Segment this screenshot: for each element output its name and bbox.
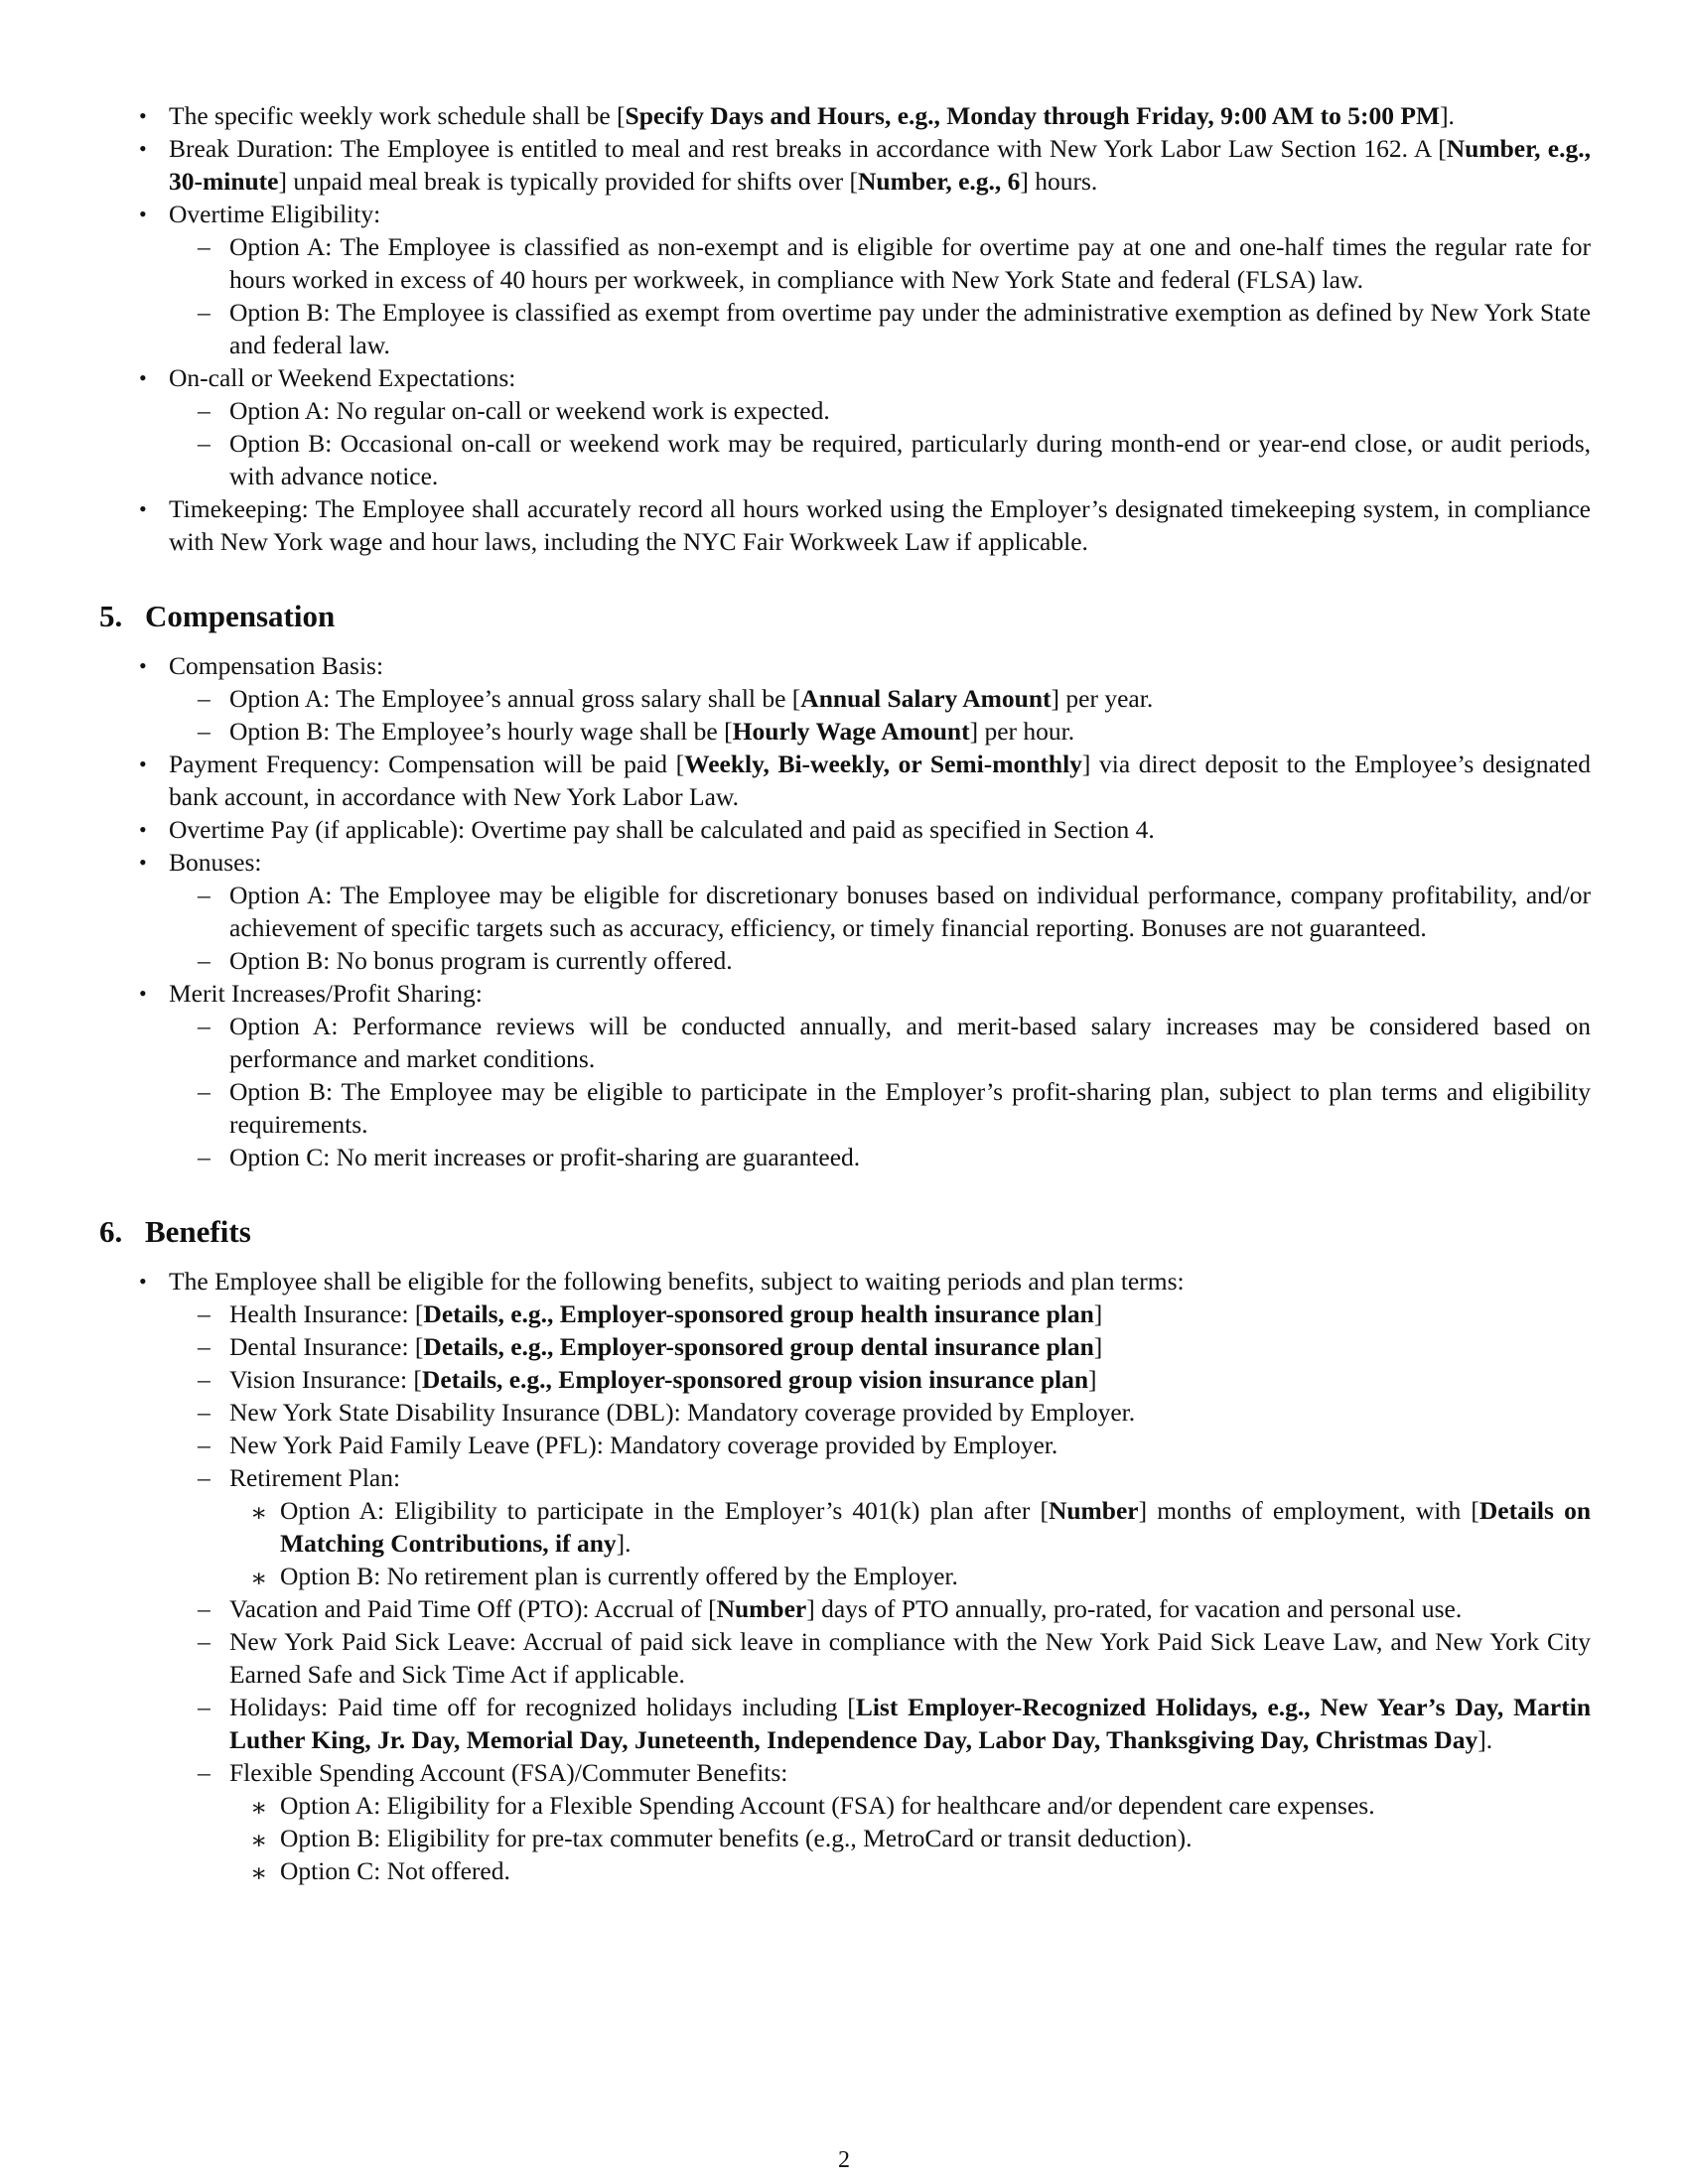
bullet-marker: •: [139, 1269, 147, 1294]
dash-marker: –: [198, 429, 211, 458]
bullet-marker: •: [139, 103, 147, 128]
list-item: – New York Paid Family Leave (PFL): Mandatory coverage provided by Employer.: [198, 1431, 1058, 1459]
dash-marker: –: [198, 946, 211, 975]
dash-marker: –: [198, 881, 211, 909]
list-item: – Option A: No regular on-call or weekend work is expected.: [198, 396, 830, 425]
list-item: • The specific weekly work schedule shall be [Specify Days and Hours, e.g., Monday through Friday, 9:00 AM to 5:00 PM].: [139, 101, 1455, 130]
list-item: – Option A: The Employee is classified as non-exempt and is eligible for overtime pay at one and one-half times the regular rate for hours worked in excess of 40 hours per workweek, in compliance with New York State and federal (FLSA) law.: [198, 232, 1591, 294]
dash-marker: –: [198, 232, 211, 261]
dash-marker: –: [198, 1077, 211, 1106]
dash-marker: –: [198, 1332, 211, 1361]
section4-list: [99, 99, 1591, 558]
dash-marker: –: [198, 1594, 211, 1623]
section6-list: [99, 1265, 1591, 1887]
bullet-marker: •: [139, 653, 147, 678]
list-item: • Overtime Pay (if applicable): Overtime pay shall be calculated and paid as specified in Section 4.: [139, 815, 1155, 844]
list-item: – Option B: The Employee may be eligible to participate in the Employer’s profit-sharing plan, subject to plan terms and eligibility requirements.: [198, 1077, 1591, 1139]
list-item: ∗ Option B: No retirement plan is currently offered by the Employer.: [250, 1562, 958, 1592]
list-item: – Option C: No merit increases or profit-sharing are guaranteed.: [198, 1143, 861, 1171]
dash-marker: –: [198, 298, 211, 327]
list-item: – Vacation and Paid Time Off (PTO): Accrual of [Number] days of PTO annually, pro-rated, for vacation and personal use.: [198, 1594, 1463, 1623]
dash-marker: –: [198, 1012, 211, 1040]
list-item: – Dental Insurance: [Details, e.g., Employer-sponsored group dental insurance plan]: [198, 1332, 1103, 1361]
section5-list: [99, 649, 1591, 1173]
list-item: – Flexible Spending Account (FSA)/Commuter Benefits:: [198, 1758, 788, 1787]
list-item: – New York Paid Sick Leave: Accrual of paid sick leave in compliance with the New York Paid Sick Leave Law, and New York City Earned Safe and Sick Time Act if applicable.: [198, 1627, 1591, 1689]
list-item: ∗ Option C: Not offered.: [250, 1856, 510, 1887]
page-number: 2: [838, 2147, 850, 2173]
list-item: – Option B: Occasional on-call or weekend work may be required, particularly during month-end or year-end close, or audit periods, with advance notice.: [198, 429, 1591, 490]
list-item: – Health Insurance: [Details, e.g., Employer-sponsored group health insurance plan]: [198, 1299, 1103, 1328]
asterisk-marker: ∗: [250, 1793, 268, 1822]
list-item: – Holidays: Paid time off for recognized holidays including [List Employer-Recognized Holidays, e.g., New Year’s Day, Martin Luther King, Jr. Day, Memorial Day, Juneteenth, Independence Day, Labor Day, Thanksgiving Day, Christmas Day].: [198, 1693, 1592, 1754]
list-item: – Vision Insurance: [Details, e.g., Employer-sponsored group vision insurance plan]: [198, 1365, 1097, 1394]
dash-marker: –: [198, 1431, 211, 1459]
list-item: • On-call or Weekend Expectations:: [139, 363, 516, 392]
list-item: – Option B: The Employee is classified as exempt from overtime pay under the administrative exemption as defined by New York State and federal law.: [198, 298, 1591, 359]
list-item: • The Employee shall be eligible for the following benefits, subject to waiting periods and plan terms:: [139, 1267, 1185, 1296]
asterisk-marker: ∗: [250, 1858, 268, 1887]
list-item: – New York State Disability Insurance (DBL): Mandatory coverage provided by Employer.: [198, 1398, 1136, 1427]
list-item: ∗ Option A: Eligibility to participate in the Employer’s 401(k) plan after [Number] months of employment, with [Details on Matching Contributions, if any].: [250, 1496, 1592, 1558]
dash-marker: –: [198, 396, 211, 425]
list-item: • Overtime Eligibility:: [139, 200, 381, 228]
list-item: – Option B: No bonus program is currently offered.: [198, 946, 733, 975]
list-item: • Timekeeping: The Employee shall accurately record all hours worked using the Employer’s designated timekeeping system, in compliance with New York wage and hour laws, including the NYC Fair Workweek Law if applicable.: [139, 494, 1591, 556]
document-page: [99, 99, 1591, 1887]
dash-marker: –: [198, 1398, 211, 1427]
dash-marker: –: [198, 684, 211, 713]
bullet-marker: •: [139, 751, 147, 776]
section-heading-compensation: 5. Compensation: [99, 599, 336, 633]
bullet-marker: •: [139, 981, 147, 1006]
dash-marker: –: [198, 1758, 211, 1787]
list-item: • Merit Increases/Profit Sharing:: [139, 979, 483, 1008]
dash-marker: –: [198, 1463, 211, 1492]
dash-marker: –: [198, 1627, 211, 1656]
bullet-marker: •: [139, 202, 147, 226]
bullet-marker: •: [139, 817, 147, 842]
list-item: ∗ Option B: Eligibility for pre-tax commuter benefits (e.g., MetroCard or transit deduction).: [250, 1824, 1193, 1854]
section-heading-benefits: 6. Benefits: [99, 1214, 251, 1249]
asterisk-marker: ∗: [250, 1826, 268, 1854]
dash-marker: –: [198, 1299, 211, 1328]
list-item: – Retirement Plan:: [198, 1463, 401, 1492]
bullet-marker: •: [139, 496, 147, 521]
list-item: – Option A: Performance reviews will be conducted annually, and merit-based salary increases may be considered based on performance and market conditions.: [198, 1012, 1591, 1073]
list-item: – Option A: The Employee may be eligible for discretionary bonuses based on individual performance, company profitability, and/or achievement of specific targets such as accuracy, efficiency, or timely financial reporting. Bonuses are not guaranteed.: [198, 881, 1591, 942]
list-item: – Option B: The Employee’s hourly wage shall be [Hourly Wage Amount] per hour.: [198, 717, 1075, 746]
asterisk-marker: ∗: [250, 1564, 268, 1592]
bullet-marker: •: [139, 136, 147, 161]
dash-marker: –: [198, 1693, 211, 1721]
dash-marker: –: [198, 717, 211, 746]
list-item: • Compensation Basis:: [139, 651, 384, 680]
bullet-marker: •: [139, 365, 147, 390]
bullet-marker: •: [139, 850, 147, 875]
list-item: – Option A: The Employee’s annual gross salary shall be [Annual Salary Amount] per year.: [198, 684, 1154, 713]
asterisk-marker: ∗: [250, 1498, 268, 1527]
list-item: • Break Duration: The Employee is entitled to meal and rest breaks in accordance with New York Labor Law Section 162. A [Number, e.g., 30-minute] unpaid meal break is typically provided for shifts over [Number, e.g., 6] hours.: [139, 134, 1591, 196]
dash-marker: –: [198, 1365, 211, 1394]
dash-marker: –: [198, 1143, 211, 1171]
list-item: ∗ Option A: Eligibility for a Flexible Spending Account (FSA) for healthcare and/or dependent care expenses.: [250, 1791, 1375, 1822]
list-item: • Bonuses:: [139, 848, 262, 877]
list-item: • Payment Frequency: Compensation will be paid [Weekly, Bi-weekly, or Semi-monthly] via direct deposit to the Employee’s designated bank account, in accordance with New York Labor Law.: [139, 750, 1591, 811]
